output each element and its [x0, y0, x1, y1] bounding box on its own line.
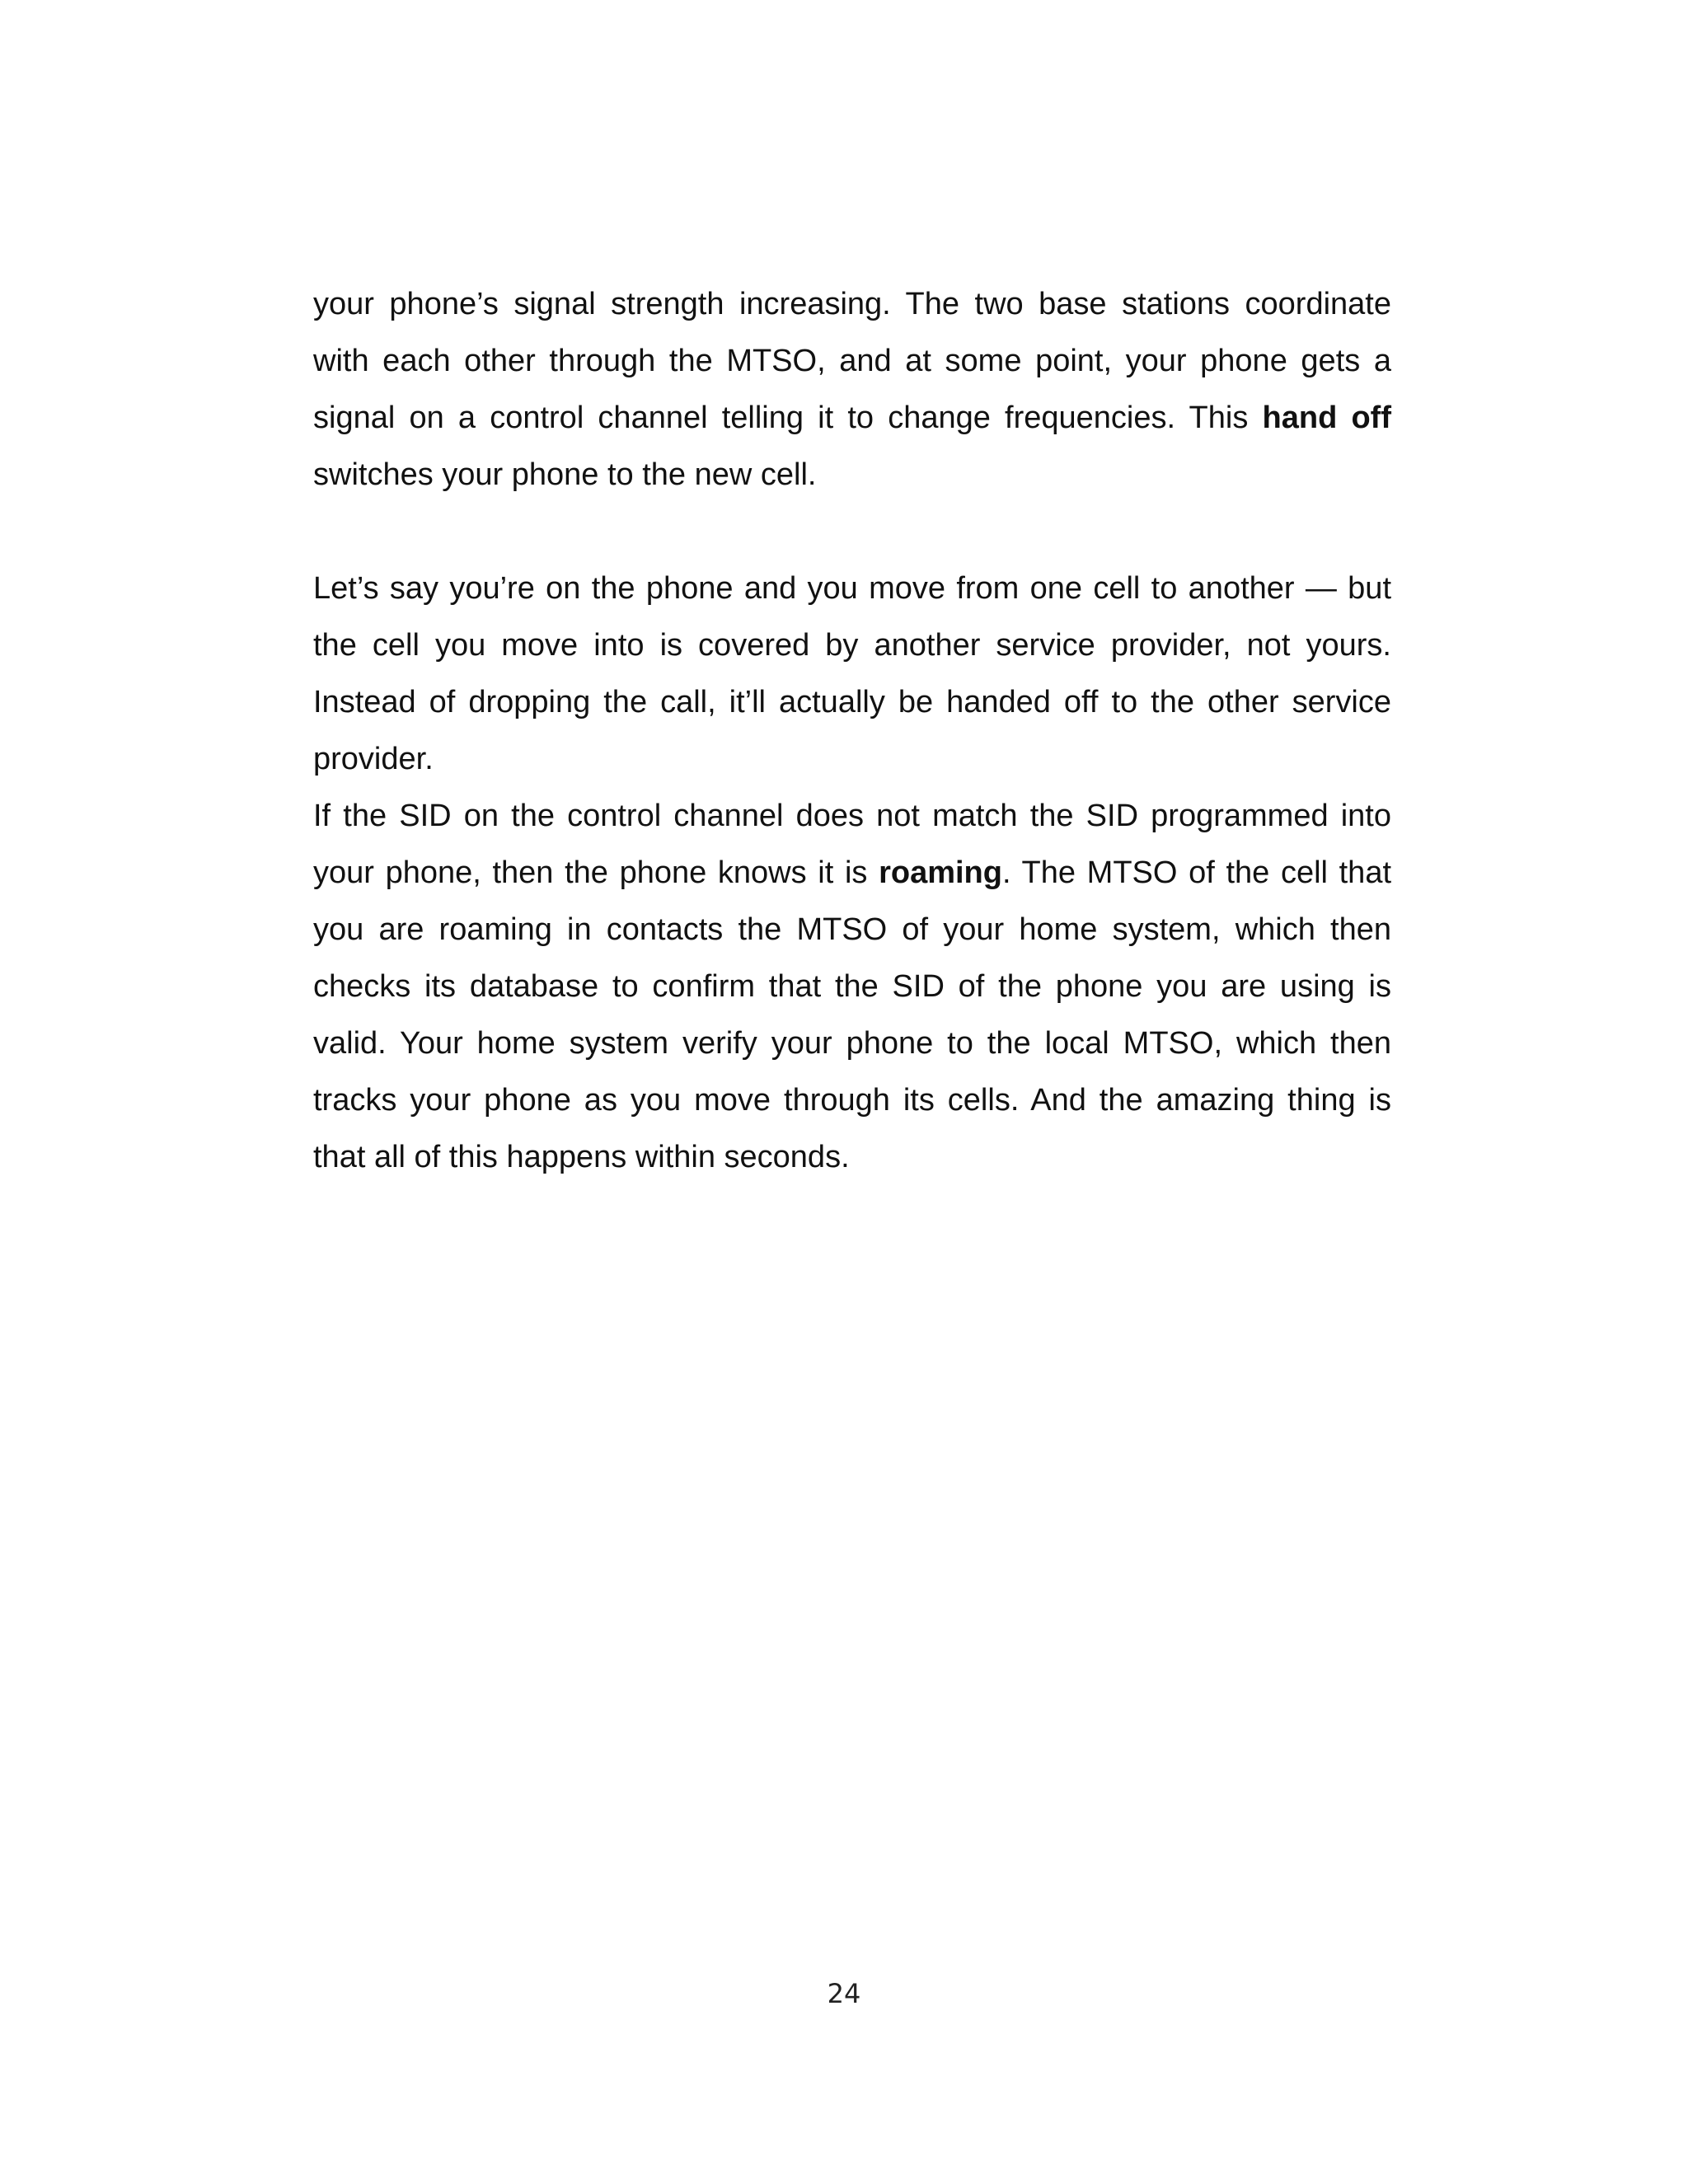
paragraph-handoff-text-end: switches your phone to the new cell.	[313, 457, 817, 492]
paragraph-other-provider-text: Let’s say you’re on the phone and you move from one cell to another — but the cell you move into is covered by another service provider, not yours. Instead of dropping the call, it’ll actually be handed off to the other service provider.	[313, 571, 1391, 776]
paragraph-spacer	[313, 504, 1391, 560]
term-hand-off: hand off	[1262, 401, 1391, 435]
paragraph-other-provider	[313, 560, 1391, 788]
paragraph-roaming-text-start: If the SID on the control channel does not match the SID programmed into your phone, then the phone knows it is	[313, 799, 1391, 890]
paragraph-roaming-text-end: . The MTSO of the cell that you are roaming in contacts the MTSO of your home system, which then checks its database to confirm that the SID of the phone you are using is valid. Your home system verify your phone to the local MTSO, which then tracks your phone as you move through its cells. And the amazing thing is that all of this happens within seconds.	[313, 855, 1392, 1174]
term-roaming: roaming	[879, 855, 1002, 890]
paragraph-roaming	[313, 788, 1391, 1186]
paragraph-handoff-text-start: your phone’s signal strength increasing. The two base stations coordinate with each other through the MTSO, and at some point, your phone gets a signal on a control channel telling it to change frequencies. This	[313, 287, 1391, 435]
paragraph-handoff	[313, 276, 1391, 504]
page-body	[313, 276, 1391, 1186]
page-number: 24	[827, 1978, 861, 2009]
